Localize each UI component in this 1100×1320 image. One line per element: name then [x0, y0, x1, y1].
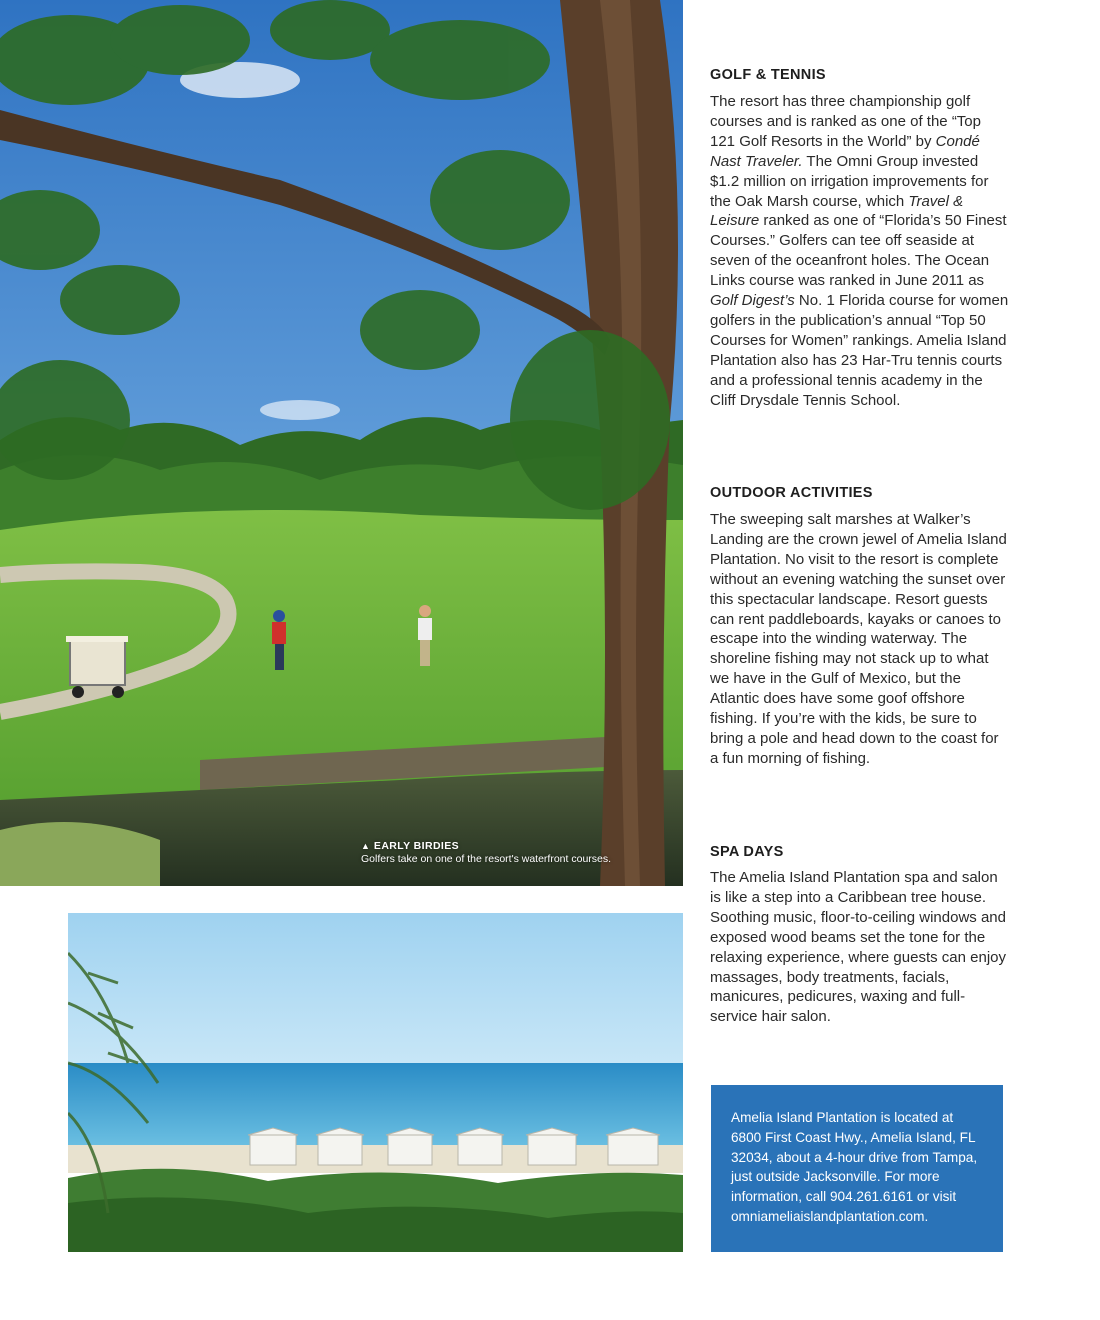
publication-name: Golf Digest’s: [710, 292, 795, 310]
caption-title: EARLY BIRDIES: [373, 840, 460, 852]
publication-name: Travel & Leisure: [710, 192, 964, 230]
section-title-spa-days: SPA DAYS: [710, 844, 784, 860]
section-body-outdoor-activities: The sweeping salt marshes at Walker’s Landing are the crown jewel of Amelia Island Plantation. No visit to the resort is complete without an evening watching the sunset over this spectacular landscape. Resort guests can rent paddleboards, kayaks or canoes to escape into the winding waterway. The shoreline fishing may not stack up to what we have in the Gulf of Mexico, but the Atlantic does have some goof offshore fishing. If you’re with the kids, be sure to bring a pole and head down to the coast for a fun morning of fishing.: [710, 511, 1007, 767]
section-title-outdoor-activities: OUTDOOR ACTIVITIES: [710, 485, 873, 501]
photo-caption: [361, 840, 671, 866]
triangle-up-icon: ▲: [361, 841, 370, 851]
golf-course-photo: [0, 0, 683, 886]
section-title-golf-tennis: GOLF & TENNIS: [710, 67, 826, 83]
section-body-golf-tennis: [710, 92, 1010, 411]
body-text-run: The Omni Group invested $1.2 million on irrigation improvements for the Oak Marsh course, which: [710, 152, 989, 210]
beach-cabanas-photo: [68, 913, 683, 1252]
info-box: [711, 1085, 1003, 1252]
caption-text: Golfers take on one of the resort's waterfront courses.: [361, 853, 612, 865]
section-body-spa-days: The Amelia Island Plantation spa and salon is like a step into a Caribbean tree house. Soothing music, floor-to-ceiling windows and exposed wood beams set the tone for the relaxing experience, where guests can enjoy massages, body treatments, facials, manicures, pedicures, waxing and full-service hair salon.: [710, 869, 1007, 1026]
body-text-run: No. 1 Florida course for women golfers in the publication’s annual “Top 50 Courses for Women” rankings. Amelia Island Plantation also has 23 Har-Tru tennis courts and a professional tennis academy in the Cliff Drysdale Tennis School.: [710, 292, 1009, 409]
body-text-run: ranked as one of “Florida’s 50 Finest Courses.” Golfers can tee off seaside at seven of the oceanfront holes. The Ocean Links course was ranked in June 2011 as: [710, 212, 1007, 290]
body-text-run: The resort has three championship golf courses and is ranked as one of the “Top 121 Golf Resorts in the World” by: [710, 93, 981, 150]
info-box-text: Amelia Island Plantation is located at 6800 First Coast Hwy., Amelia Island, FL 32034, about a 4-hour drive from Tampa, just outside Jacksonville. For more information, call 904.261.6161 or visit omniameliaislandplantation.com.: [731, 1110, 978, 1224]
publication-name: Condé Nast Traveler.: [710, 132, 980, 170]
